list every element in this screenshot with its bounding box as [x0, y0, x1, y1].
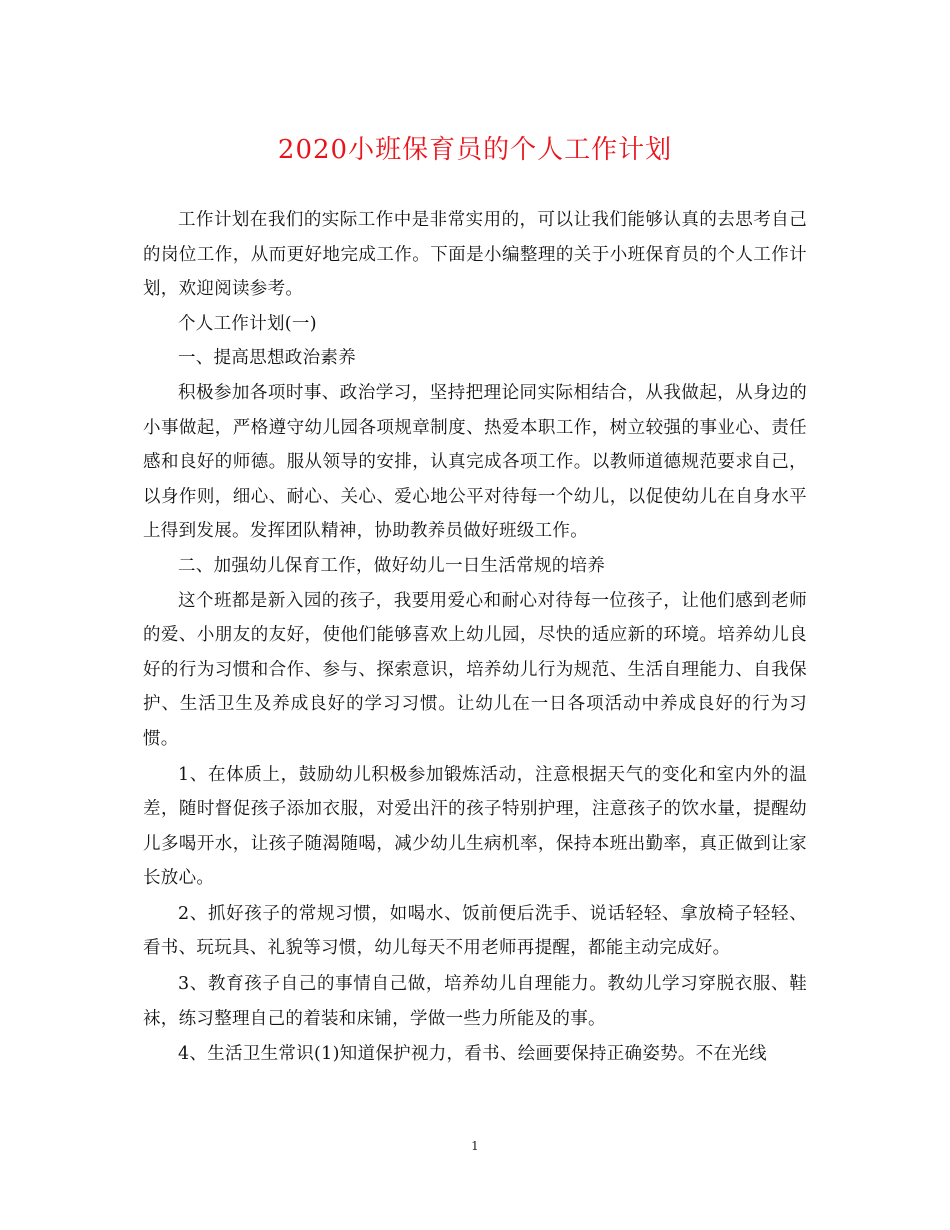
list-item-habits: 2、抓好孩子的常规习惯，如喝水、饭前便后洗手、说话轻轻、拿放椅子轻轻、看书、玩玩具、礼貌等习惯，幼儿每天不用老师再提醒，都能主动完成好。: [143, 903, 807, 959]
subheading-childcare-routine: 二、加强幼儿保育工作，做好幼儿一日生活常规的培养: [178, 555, 606, 576]
list-item-physical: 1、在体质上，鼓励幼儿积极参加锻炼活动，注意根据天气的变化和室内外的温差，随时督促孩子添加衣服，对爱出汗的孩子特别护理，注意孩子的饮水量，提醒幼儿多喝开水，让孩子随渴随喝，减少幼儿生病机率，保持本班出勤率，真正做到让家长放心。: [143, 764, 807, 889]
list-item-hygiene: 4、生活卫生常识(1)知道保护视力，看书、绘画要保持正确姿势。不在光线: [178, 1044, 767, 1065]
document-body: [143, 203, 807, 1072]
paragraph-new-class: 这个班都是新入园的孩子，我要用爱心和耐心对待每一位孩子，让他们感到老师的爱、小朋友的友好，使他们能够喜欢上幼儿园，尽快的适应新的环境。培养幼儿良好的行为习惯和合作、参与、探索意识，培养幼儿行为规范、生活自理能力、自我保护、生活卫生及养成良好的学习习惯。让幼儿在一日各项活动中养成良好的行为习惯。: [143, 590, 807, 749]
paragraph-intro: 工作计划在我们的实际工作中是非常实用的，可以让我们能够认真的去思考自己的岗位工作，从而更好地完成工作。下面是小编整理的关于小班保育员的个人工作计划，欢迎阅读参考。: [143, 210, 807, 300]
document-title: 2020小班保育员的个人工作计划: [277, 135, 673, 165]
subheading-political-quality: 一、提高思想政治素养: [178, 348, 356, 369]
paragraph-political-study: 积极参加各项时事、政治学习，坚持把理论同实际相结合，从我做起，从身边的小事做起，严格遵守幼儿园各项规章制度、热爱本职工作，树立较强的事业心、责任感和良好的师德。服从领导的安排，认真完成各项工作。以教师道德规范要求自己，以身作则，细心、耐心、关心、爱心地公平对待每一个幼儿，以促使幼儿在自身水平上得到发展。发挥团队精神，协助教养员做好班级工作。: [143, 382, 807, 542]
page-number: 1: [471, 1139, 479, 1153]
list-item-self-care: 3、教育孩子自己的事情自己做，培养幼儿自理能力。教幼儿学习穿脱衣服、鞋袜，练习整理自己的着装和床铺，学做一些力所能及的事。: [143, 974, 807, 1029]
section-heading-plan-1: 个人工作计划(一): [178, 313, 317, 334]
